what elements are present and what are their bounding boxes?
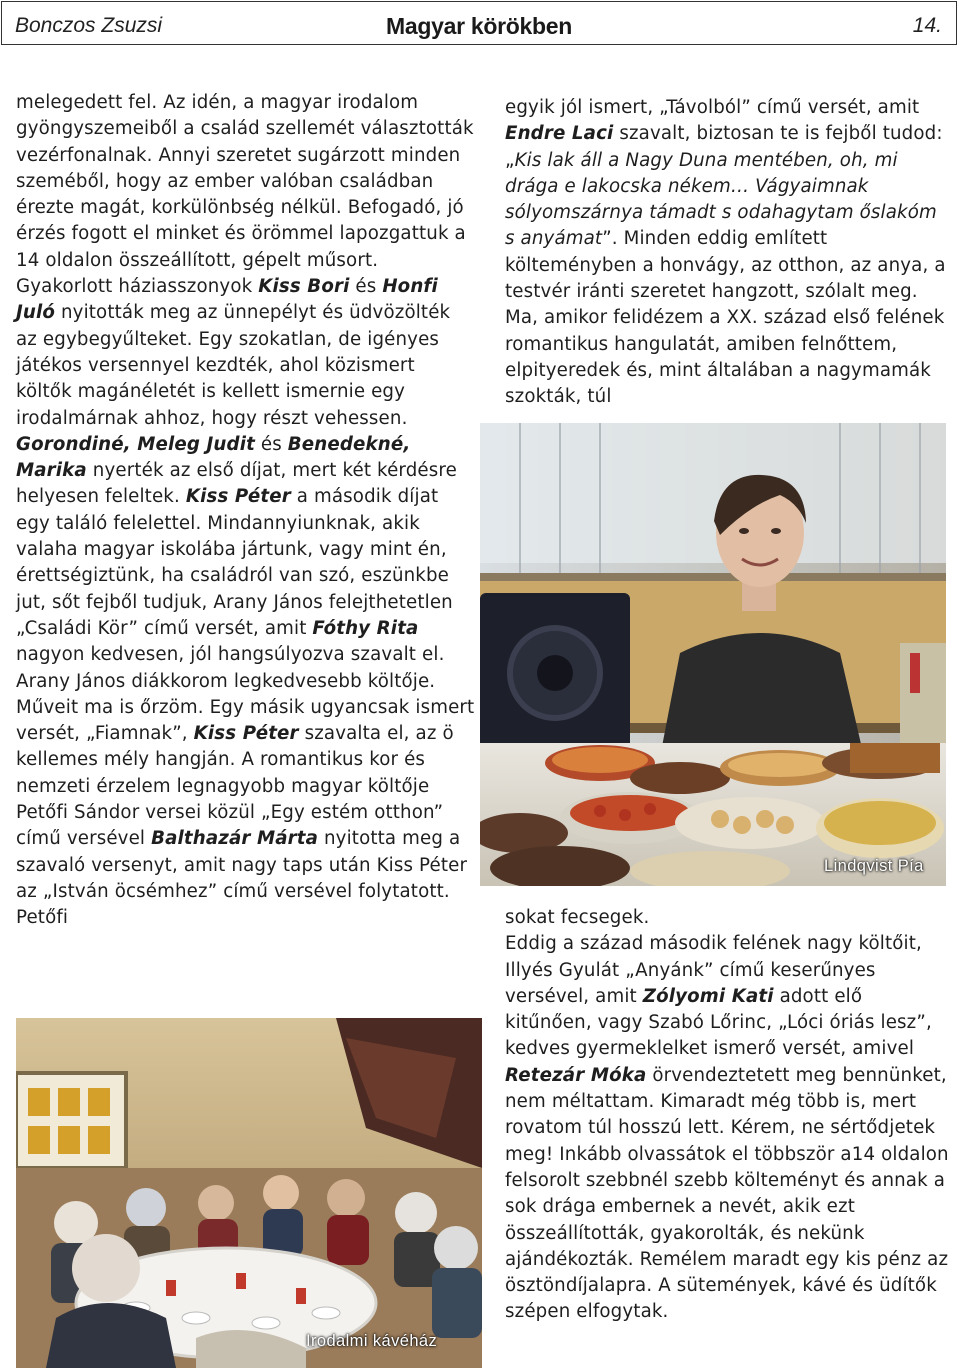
name-gorondine: Gorondiné, Meleg Judit [16,433,255,455]
name-retezar-moka: Retezár Móka [505,1064,647,1086]
name-honfi-julo: Honfi Juló [16,276,438,324]
photo-woman-with-cakes [480,423,946,886]
photo-caption-right: Lindqvist Pía [824,857,924,875]
right-bottom-line1: sokat fecsegek. [505,907,650,928]
name-endre-laci: Endre Laci [505,123,614,145]
right-top-paragraph: egyik jól ismert, „Távolból” című versét, amit Endre Laci szavalt, biztosan te is fejből tudod: „Kis lak áll a Nagy Duna mentében, oh, mi drága e lakocska nékem… Vágyaimnak sólyomszárnya támadt s odahagytam őslakóm s anyámat”. Minden eddig említett költeményben a honvágy, az otthon, az anya, a testvér iránti szeretet hangzott, szólalt meg. Ma, amikor felidézem a XX. század első felének romantikus hangulatát, amiben felnőttem, elpityeredek és, mint általában a nagymamák szokták, túl [505,97,946,408]
name-kiss-bori: Kiss Bori [258,276,350,298]
page-number: 14. [912,14,942,37]
right-bottom-paragraph: Eddig a század második felének nagy költőit, Illyés Gyulát „Anyánk” című keserűnyes versével, amit Zólyomi Kati adott elő kitűnően, vagy Szabó Lőrinc, „Lóci óriás lesz”, kedves gyermeklelket ismerő versét, amivel Retezár Móka örvendeztetett meg bennünket, nem méltattam. Kimaradt még több is, mert rovatom túl hosszú lett. Kérem, ne sértődjetek meg! Inkább olvassátok el többször a14 oldalon felsorolt szebbnél szebb költeményt és annak a sok drága embernek a nevét, akik ezt összeállították, gyakorolták, és nekünk ajándékozták. Remélem maradt egy kis pénz az ösztöndíjalapra. A sütemények, kávé és üdítők szépen elfogytak. [505,933,949,1323]
photo-caption-left: Irodalmi kávéház [306,1332,438,1350]
page-header [1,1,957,45]
photo-irodalmi-kavehaz [16,1018,482,1368]
left-column-text [16,90,476,932]
name-fothy-rita: Fóthy Rita [312,617,419,639]
right-column-bottom-text [505,905,951,1326]
name-kiss-peter: Kiss Péter [185,486,291,508]
left-paragraph: melegedett fel. Az idén, a magyar irodalom gyöngyszemeiből a család szellemét választották vezérfonalnak. Annyi szeretet sugárzott minden szeméből, hogy az ember valóban családban érezte magát, korkülönbség nélkül. Befogadó, jó érzés fogott el minket és örömmel lapozgattuk a 14 oldalon összeállított, gépelt műsort. Gyakorlott háziasszonyok Kiss Bori és Honfi Juló nyitották meg az ünnepélyt és üdvözölték az egybegyűlteket. Egy szokatlan, de igényes játékos versennyel kezdték, ahol közismert költők magánéletét is kellett ismernie egy irodalmárnak ahhoz, hogy részt vehessen. Gorondiné, Meleg Judit és Benedekné, Marika nyerték az első díjat, mert két kérdésre helyesen feleltek. Kiss Péter a második díjat egy találó felelettel. Mindannyiunknak, akik valaha magyar iskolába jártunk, vagy mint én, érettségiztünk, ha családról van szó, eszünkbe jut, sőt fejből tudjuk, Arany János felejthetetlen „Családi Kör” című versét, amit Fóthy Rita nagyon kedvesen, jól hangsúlyozva szavalt el. Arany János diákkorom legkedvesebb költője. Műveit ma is őrzöm. Egy másik ugyancsak ismert versét, „Fiamnak”, Kiss Péter szavalta el, az ö kellemes mély hangján. A romantikus kor és nemzeti érzelem legnagyobb magyar költője Petőfi Sándor versei közül „Egy estém otthon” című versével Balthazár Márta nyitotta meg a szavaló versenyt, amit nagy taps után Kiss Péter az „István öcsémhez” című versével folytatott. Petőfi [16,92,475,929]
right-column-top-text [505,95,951,411]
name-benedekne: Benedekné, Marika [16,433,411,482]
name-kiss-peter-2: Kiss Péter [193,723,299,745]
header-title: Magyar körökben [386,13,572,39]
name-zolyomi-kati: Zólyomi Kati [642,985,774,1007]
name-balthazar-marta: Balthazár Márta [151,828,319,850]
poem-quote: Kis lak áll a Nagy Duna mentében, oh, mi drága e lakocska nékem… Vágyaimnak sólyomszárnya támadt s odahagytam őslakóm s anyámat [505,149,937,250]
header-author: Bonczos Zsuzsi [15,14,163,37]
